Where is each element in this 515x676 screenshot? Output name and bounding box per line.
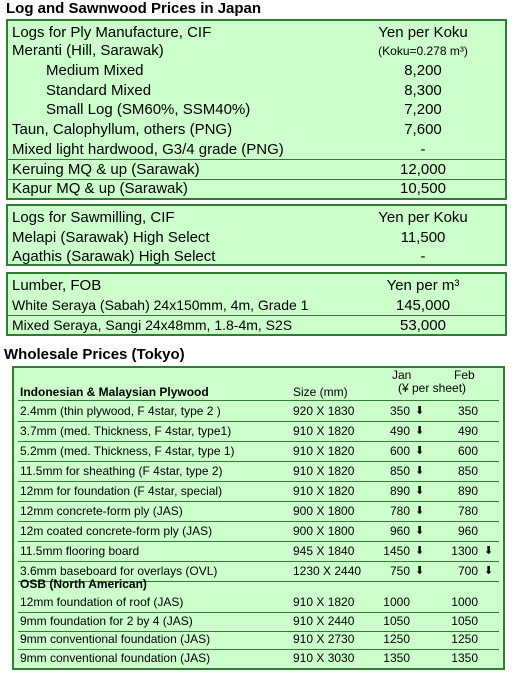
price-label: Keruing MQ & up (Sarawak) <box>12 161 200 178</box>
price-value: 8,200 <box>404 62 442 79</box>
row-jan: 890 <box>389 484 410 498</box>
row-jan: 1000 <box>383 595 410 609</box>
price-label: Taun, Calophyllum, others (PNG) <box>12 121 233 138</box>
group-plywood: Indonesian & Malaysian Plywood <box>20 385 209 399</box>
row-feb: 850 <box>457 464 478 478</box>
price-label: Kapur MQ & up (Sarawak) <box>12 180 188 197</box>
row-jan: 600 <box>389 444 410 458</box>
down-arrow-icon: ⬇ <box>415 565 425 577</box>
lumber-box <box>6 272 507 336</box>
table-row <box>14 629 503 649</box>
row-feb: 1000 <box>451 595 478 609</box>
price-label: Mixed Seraya, Sangi 24x48mm, 1.8-4m, S2S <box>12 317 293 333</box>
down-arrow-icon: ⬇ <box>415 485 425 497</box>
sawmill-header: Logs for Sawmilling, CIF <box>12 209 175 226</box>
row-feb: 780 <box>457 504 478 518</box>
table-row <box>14 541 503 561</box>
price-value: 53,000 <box>400 317 446 334</box>
table-row <box>14 521 503 541</box>
down-arrow-icon: ⬇ <box>415 505 425 517</box>
row-label: 11.5mm flooring board <box>20 544 140 558</box>
row-size: 900 X 1800 <box>293 524 355 538</box>
price-value: 7,600 <box>404 121 442 138</box>
row-feb: 1300 <box>451 544 478 558</box>
row-label: 2.4mm (thin plywood, F 4star, type 2 ) <box>20 404 221 418</box>
price-label: Standard Mixed <box>46 82 152 99</box>
meranti-label: Meranti (Hill, Sarawak) <box>12 42 164 59</box>
col-size: Size (mm) <box>293 385 348 399</box>
down-arrow-icon: ⬇ <box>415 445 425 457</box>
row-feb: 350 <box>457 404 478 418</box>
wholesale-table <box>12 366 505 670</box>
down-arrow-icon: ⬇ <box>415 405 425 417</box>
row-label: 9mm conventional foundation (JAS) <box>20 650 211 665</box>
down-arrow-icon: ⬇ <box>415 425 425 437</box>
row-jan: 350 <box>389 404 410 418</box>
row-jan: 490 <box>389 424 410 438</box>
row-label: 9mm conventional foundation (JAS) <box>20 632 211 646</box>
section-title-log-prices: Log and Sawnwood Prices in Japan <box>6 0 262 17</box>
row-jan: 1450 <box>383 544 410 558</box>
price-value: - <box>420 141 426 158</box>
price-label: Agathis (Sarawak) High Select <box>12 248 216 265</box>
price-label: Medium Mixed <box>46 62 144 79</box>
ply-logs-unit: Yen per Koku <box>378 24 468 41</box>
row-label: 12mm foundation of roof (JAS) <box>20 595 184 609</box>
row-label: 12mm concrete-form ply (JAS) <box>20 504 183 518</box>
price-value: 7,200 <box>404 101 442 118</box>
price-value: 145,000 <box>395 297 451 314</box>
lumber-header: Lumber, FOB <box>12 277 102 294</box>
row-size: 910 X 1820 <box>293 444 355 458</box>
sawmill-unit: Yen per Koku <box>378 209 468 226</box>
price-label: Small Log (SM60%, SSM40%) <box>46 101 251 118</box>
row-jan: 1350 <box>383 650 410 665</box>
row-label: 3.6mm baseboard for overlays (OVL) <box>20 564 218 578</box>
down-arrow-icon: ⬇ <box>484 545 494 557</box>
row-feb: 600 <box>457 444 478 458</box>
row-size: 910 X 1820 <box>293 595 355 609</box>
row-jan: 850 <box>389 464 410 478</box>
price-value: 11,500 <box>400 229 446 246</box>
row-jan: 1250 <box>383 632 410 646</box>
price-value: - <box>420 248 426 265</box>
price-value: 12,000 <box>400 161 446 178</box>
table-row <box>14 501 503 521</box>
table-row <box>14 421 503 441</box>
row-label: 12m coated concrete-form ply (JAS) <box>20 524 213 538</box>
row-feb: 1350 <box>451 650 478 665</box>
lumber-unit: Yen per m³ <box>386 277 460 294</box>
row-label: 11.5mm for sheathing (F 4star, type 2) <box>20 464 223 478</box>
table-row <box>14 441 503 461</box>
row-divider <box>18 668 499 669</box>
col-feb: Feb <box>454 368 475 382</box>
row-feb: 960 <box>457 524 478 538</box>
section-title-wholesale: Wholesale Prices (Tokyo) <box>4 346 185 363</box>
row-size: 910 X 1820 <box>293 424 355 438</box>
table-row <box>14 648 503 668</box>
down-arrow-icon: ⬇ <box>415 525 425 537</box>
row-size: 910 X 2730 <box>293 632 355 646</box>
col-unit: (¥ per sheet) <box>398 381 467 395</box>
price-label: Melapi (Sarawak) High Select <box>12 229 210 246</box>
koku-note: (Koku=0.278 m³) <box>378 44 468 58</box>
row-jan: 780 <box>389 504 410 518</box>
col-jan: Jan <box>392 368 412 382</box>
table-row <box>14 461 503 481</box>
sawmill-logs-box <box>6 204 507 266</box>
row-feb: 700 <box>457 564 478 578</box>
row-label: 9mm foundation for 2 by 4 (JAS) <box>20 613 193 628</box>
table-row <box>14 611 503 631</box>
row-size: 920 X 1830 <box>293 404 355 418</box>
row-feb: 1050 <box>451 613 478 628</box>
row-jan: 750 <box>389 564 410 578</box>
down-arrow-icon: ⬇ <box>415 545 425 557</box>
table-row <box>14 481 503 501</box>
row-size: 910 X 3030 <box>293 650 355 665</box>
group-osb: OSB (North American) <box>20 577 147 591</box>
price-label: White Seraya (Sabah) 24x150mm, 4m, Grade 1 <box>12 297 309 313</box>
row-feb: 1250 <box>451 632 478 646</box>
ply-logs-box <box>6 19 507 200</box>
down-arrow-icon: ⬇ <box>484 565 494 577</box>
row-size: 910 X 2440 <box>293 613 355 628</box>
ply-logs-header: Logs for Ply Manufacture, CIF <box>12 24 212 41</box>
row-size: 900 X 1800 <box>293 504 355 518</box>
row-size: 945 X 1840 <box>293 544 355 558</box>
row-label: 12mm for foundation (F 4star, special) <box>20 484 223 498</box>
price-value: 8,300 <box>404 82 442 99</box>
row-size: 910 X 1820 <box>293 464 355 478</box>
row-feb: 490 <box>457 424 478 438</box>
table-row <box>14 592 503 612</box>
price-label: Mixed light hardwood, G3/4 grade (PNG) <box>12 141 284 158</box>
row-jan: 1050 <box>383 613 410 628</box>
row-label: 5.2mm (med. Thickness, F 4star, type 1) <box>20 444 235 458</box>
row-feb: 890 <box>457 484 478 498</box>
row-size: 1230 X 2440 <box>293 564 362 578</box>
row-jan: 960 <box>389 524 410 538</box>
table-row <box>14 401 503 421</box>
row-size: 910 X 1820 <box>293 484 355 498</box>
down-arrow-icon: ⬇ <box>415 465 425 477</box>
row-label: 3.7mm (med. Thickness, F 4star, type1) <box>20 424 232 438</box>
price-value: 10,500 <box>400 180 446 197</box>
